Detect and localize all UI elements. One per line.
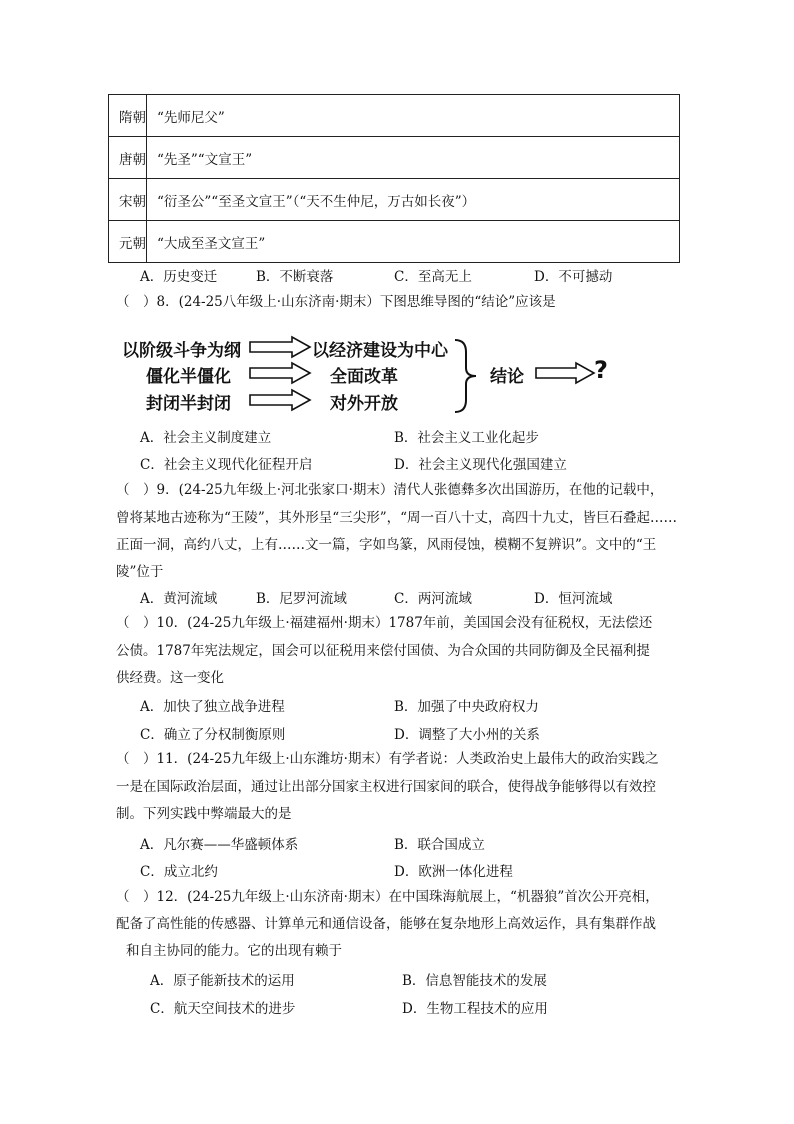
q10-line-2: 公债。1787年宪法规定，国会可以征税用来偿付国债、为合众国的共同防御及全民福利提 [116,643,650,659]
mindmap-question-mark: ? [594,356,608,384]
brace-icon [455,340,476,412]
mindmap-conclusion: 结论 [490,367,524,387]
hollow-arrow-icon [250,390,310,410]
q11-line-2: 一是在国际政治层面，通过让出部分国家主权进行国家间的联合，使得战争能够得以有效控 [116,779,656,795]
q9-line-4: 陵”位于 [116,564,164,580]
title-cell: “先师尼父” [147,95,680,137]
dynasty-cell: 宋朝 [109,179,147,221]
q9-line-1: （ ）9．(24-25九年级上·河北张家口·期末）清代人张德彝多次出国游历，在他的记载中， [116,482,664,498]
q11-line-3: 制。下列实践中弊端最大的是 [116,806,292,822]
q12-line-1: （ ）12．(24-25九年级上·山东济南·期末）在中国珠海航展上，“机器狼”首次公开亮相， [116,889,659,905]
q12-option-d: D．生物工程技术的应用 [402,1001,548,1017]
q9-option-c: C．两河流域 [394,591,472,607]
mindmap-left-2: 僵化半僵化 [146,367,231,387]
q9-option-d: D．恒河流域 [534,591,613,607]
dynasty-cell: 隋朝 [109,95,147,137]
q10-option-b: B．加强了中央政府权力 [394,699,539,715]
q8-option-d: D．社会主义现代化强国建立 [394,457,567,473]
q11-option-a: A．凡尔赛——华盛顿体系 [140,837,299,853]
mindmap-middle-2: 全面改革 [330,367,398,387]
q11-option-b: B．联合国成立 [394,837,485,853]
q10-line-1: （ ）10．(24-25九年级上·福建福州·期末）1787年前，美国国会没有征税权，无法偿还 [116,615,653,631]
dynasty-cell: 元朝 [109,221,147,263]
q9-line-2: 曾将某地古迹称为“王陵”，其外形呈“三尖形”，“周一百八十丈，高四十九丈，皆巨石叠起…… [116,510,678,526]
q10-option-c: C．确立了分权制衡原则 [140,727,286,743]
q11-line-1: （ ）11．(24-25九年级上·山东潍坊·期末）有学者说：人类政治史上最伟大的政治实践之 [116,751,659,767]
q11-option-c: C．成立北约 [140,864,218,880]
q12-option-b: B．信息智能技术的发展 [402,973,547,989]
q12-line-2: 配备了高性能的传感器、计算单元和通信设备，能够在复杂地形上高效运作，具有集群作战 [116,916,656,932]
mindmap-left-3: 封闭半封闭 [146,394,231,414]
q8-option-a: A．社会主义制度建立 [140,430,272,446]
q10-option-d: D．调整了大小州的关系 [394,727,540,743]
q12-option-c: C．航天空间技术的进步 [150,1001,296,1017]
hollow-arrow-icon [250,337,310,357]
title-cell: “衍圣公”“至圣文宣王”（“天不生仲尼，万古如长夜”） [147,179,680,221]
q9-option-b: B．尼罗河流域 [256,591,347,607]
q8-option-c: C．社会主义现代化征程开启 [140,457,313,473]
q9-option-a: A．黄河流域 [140,591,218,607]
mindmap-left-1: 以阶级斗争为纲 [122,341,241,361]
q10-line-3: 供经费。这一变化 [116,670,224,686]
q11-option-d: D．欧洲一体化进程 [394,864,513,880]
q7-option-d: D．不可撼动 [534,269,613,285]
q7-option-b: B．不断衰落 [256,269,334,285]
q12-option-a: A．原子能新技术的运用 [150,973,295,989]
title-cell: “大成至圣文宣王” [147,221,680,263]
dynasty-cell: 唐朝 [109,137,147,179]
q7-option-a: A．历史变迁 [140,269,218,285]
q10-option-a: A．加快了独立战争进程 [140,699,285,715]
q8-stem: （ ）8．(24-25八年级上·山东济南·期末）下图思维导图的“结论”应该是 [116,294,556,310]
mindmap-middle-3: 对外开放 [330,394,398,414]
q9-line-3: 正面一洞，高约八丈，上有……文一篇，字如鸟篆，风雨侵蚀，模糊不复辨识”。文中的“王 [116,537,657,553]
q8-option-b: B．社会主义工业化起步 [394,430,539,446]
mindmap-middle-1: 以经济建设为中心 [312,341,448,361]
q12-line-3: 和自主协同的能力。它的出现有赖于 [126,943,342,959]
hollow-arrow-icon [536,363,594,383]
hollow-arrow-icon [250,363,310,383]
q7-option-c: C．至高无上 [394,269,472,285]
title-cell: “先圣”“文宣王” [147,137,680,179]
